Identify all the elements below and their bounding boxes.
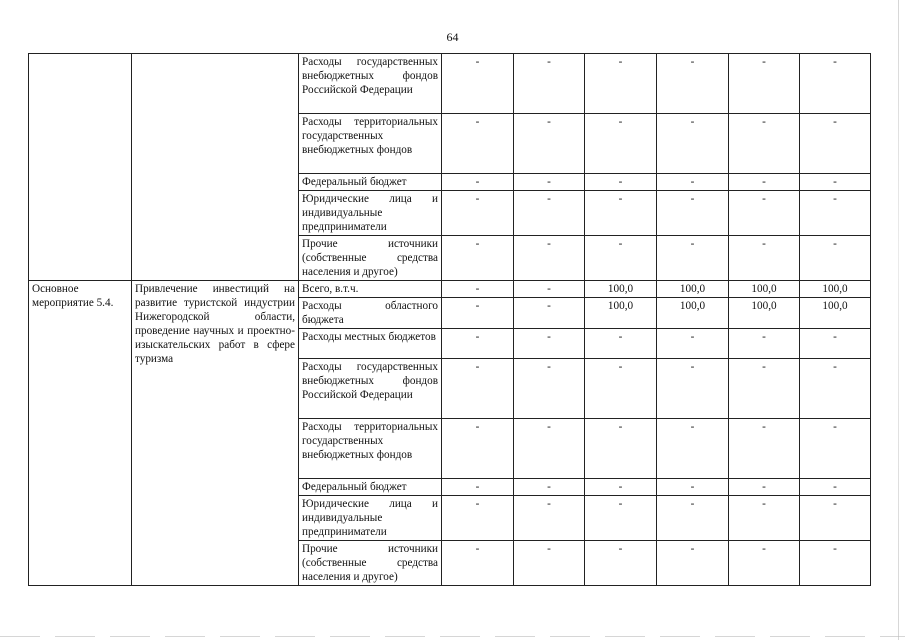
- funding-value-year-3: -: [585, 419, 657, 479]
- funding-source-label: Юридические лица и индивидуальные предприниматели: [299, 191, 442, 236]
- funding-value-year-3: -: [585, 359, 657, 419]
- funding-source-label: Всего, в.т.ч.: [299, 281, 442, 298]
- funding-value-year-1: -: [442, 236, 514, 281]
- funding-value-year-6: -: [800, 236, 871, 281]
- funding-value-year-2: -: [514, 281, 585, 298]
- funding-value-year-5: -: [729, 54, 800, 114]
- funding-value-year-6: -: [800, 541, 871, 586]
- funding-source-label: Расходы территориальных государственных внебюджетных фондов: [299, 114, 442, 174]
- funding-value-year-6: 100,0: [800, 298, 871, 329]
- funding-value-year-5: -: [729, 329, 800, 359]
- funding-value-year-2: -: [514, 479, 585, 496]
- funding-value-year-1: -: [442, 496, 514, 541]
- funding-source-label: Расходы территориальных государственных внебюджетных фондов: [299, 419, 442, 479]
- funding-value-year-2: -: [514, 114, 585, 174]
- funding-source-label: Федеральный бюджет: [299, 479, 442, 496]
- funding-value-year-3: -: [585, 479, 657, 496]
- funding-value-year-3: -: [585, 496, 657, 541]
- funding-value-year-1: -: [442, 541, 514, 586]
- funding-value-year-6: -: [800, 191, 871, 236]
- funding-value-year-3: -: [585, 329, 657, 359]
- funding-value-year-3: -: [585, 54, 657, 114]
- funding-value-year-2: -: [514, 359, 585, 419]
- funding-value-year-4: -: [657, 236, 729, 281]
- funding-value-year-6: 100,0: [800, 281, 871, 298]
- funding-value-year-6: -: [800, 329, 871, 359]
- funding-value-year-1: -: [442, 419, 514, 479]
- funding-value-year-4: -: [657, 329, 729, 359]
- measure-description: Привлечение инвестиций на развитие туристской индустрии Нижегородской области, проведение научных и проектно-изыскательских работ в сфере туризма: [132, 281, 299, 586]
- funding-value-year-6: -: [800, 174, 871, 191]
- funding-value-year-5: -: [729, 114, 800, 174]
- funding-value-year-4: -: [657, 479, 729, 496]
- funding-value-year-6: -: [800, 419, 871, 479]
- funding-value-year-1: -: [442, 174, 514, 191]
- funding-value-year-4: -: [657, 54, 729, 114]
- funding-value-year-4: -: [657, 114, 729, 174]
- measure-description-cont: [132, 54, 299, 281]
- table-body: [29, 54, 871, 586]
- funding-value-year-1: -: [442, 54, 514, 114]
- funding-value-year-2: -: [514, 54, 585, 114]
- page-number: 64: [446, 30, 459, 44]
- funding-value-year-1: -: [442, 479, 514, 496]
- measure-label: Основное мероприятие 5.4.: [29, 281, 132, 586]
- funding-value-year-2: -: [514, 419, 585, 479]
- table-row: [29, 281, 871, 298]
- funding-value-year-6: -: [800, 114, 871, 174]
- funding-value-year-5: -: [729, 496, 800, 541]
- funding-value-year-1: -: [442, 191, 514, 236]
- funding-value-year-1: -: [442, 281, 514, 298]
- funding-value-year-4: 100,0: [657, 298, 729, 329]
- funding-value-year-5: -: [729, 541, 800, 586]
- table-row: [29, 54, 871, 114]
- funding-value-year-6: -: [800, 54, 871, 114]
- funding-source-label: Расходы местных бюджетов: [299, 329, 442, 359]
- funding-value-year-4: -: [657, 359, 729, 419]
- funding-value-year-2: -: [514, 236, 585, 281]
- funding-value-year-1: -: [442, 114, 514, 174]
- funding-value-year-2: -: [514, 191, 585, 236]
- funding-value-year-2: -: [514, 496, 585, 541]
- funding-value-year-3: -: [585, 114, 657, 174]
- scan-edge-bottom: [0, 636, 905, 637]
- funding-value-year-3: 100,0: [585, 298, 657, 329]
- funding-value-year-5: 100,0: [729, 281, 800, 298]
- funding-source-label: Юридические лица и индивидуальные предприниматели: [299, 496, 442, 541]
- funding-source-label: Прочие источники (собственные средства населения и другое): [299, 541, 442, 586]
- funding-source-label: Расходы областного бюджета: [299, 298, 442, 329]
- funding-value-year-3: 100,0: [585, 281, 657, 298]
- funding-value-year-2: -: [514, 174, 585, 191]
- funding-source-label: Федеральный бюджет: [299, 174, 442, 191]
- funding-value-year-5: -: [729, 174, 800, 191]
- funding-value-year-5: -: [729, 191, 800, 236]
- funding-value-year-4: 100,0: [657, 281, 729, 298]
- funding-table: [28, 53, 871, 586]
- funding-value-year-4: -: [657, 419, 729, 479]
- funding-value-year-3: -: [585, 236, 657, 281]
- funding-source-label: Расходы государственных внебюджетных фондов Российской Федерации: [299, 359, 442, 419]
- funding-source-label: Прочие источники (собственные средства населения и другое): [299, 236, 442, 281]
- funding-value-year-4: -: [657, 191, 729, 236]
- funding-value-year-2: -: [514, 329, 585, 359]
- scan-edge: [898, 0, 899, 640]
- funding-value-year-1: -: [442, 298, 514, 329]
- funding-value-year-4: -: [657, 174, 729, 191]
- funding-value-year-5: -: [729, 236, 800, 281]
- funding-value-year-2: -: [514, 298, 585, 329]
- measure-label-cont: [29, 54, 132, 281]
- funding-value-year-4: -: [657, 541, 729, 586]
- funding-value-year-1: -: [442, 329, 514, 359]
- funding-value-year-3: -: [585, 541, 657, 586]
- funding-value-year-5: -: [729, 479, 800, 496]
- funding-value-year-6: -: [800, 479, 871, 496]
- funding-value-year-5: -: [729, 419, 800, 479]
- funding-value-year-2: -: [514, 541, 585, 586]
- funding-value-year-1: -: [442, 359, 514, 419]
- funding-value-year-5: -: [729, 359, 800, 419]
- funding-value-year-6: -: [800, 359, 871, 419]
- funding-value-year-6: -: [800, 496, 871, 541]
- funding-value-year-3: -: [585, 191, 657, 236]
- funding-value-year-5: 100,0: [729, 298, 800, 329]
- funding-value-year-3: -: [585, 174, 657, 191]
- funding-source-label: Расходы государственных внебюджетных фондов Российской Федерации: [299, 54, 442, 114]
- funding-value-year-4: -: [657, 496, 729, 541]
